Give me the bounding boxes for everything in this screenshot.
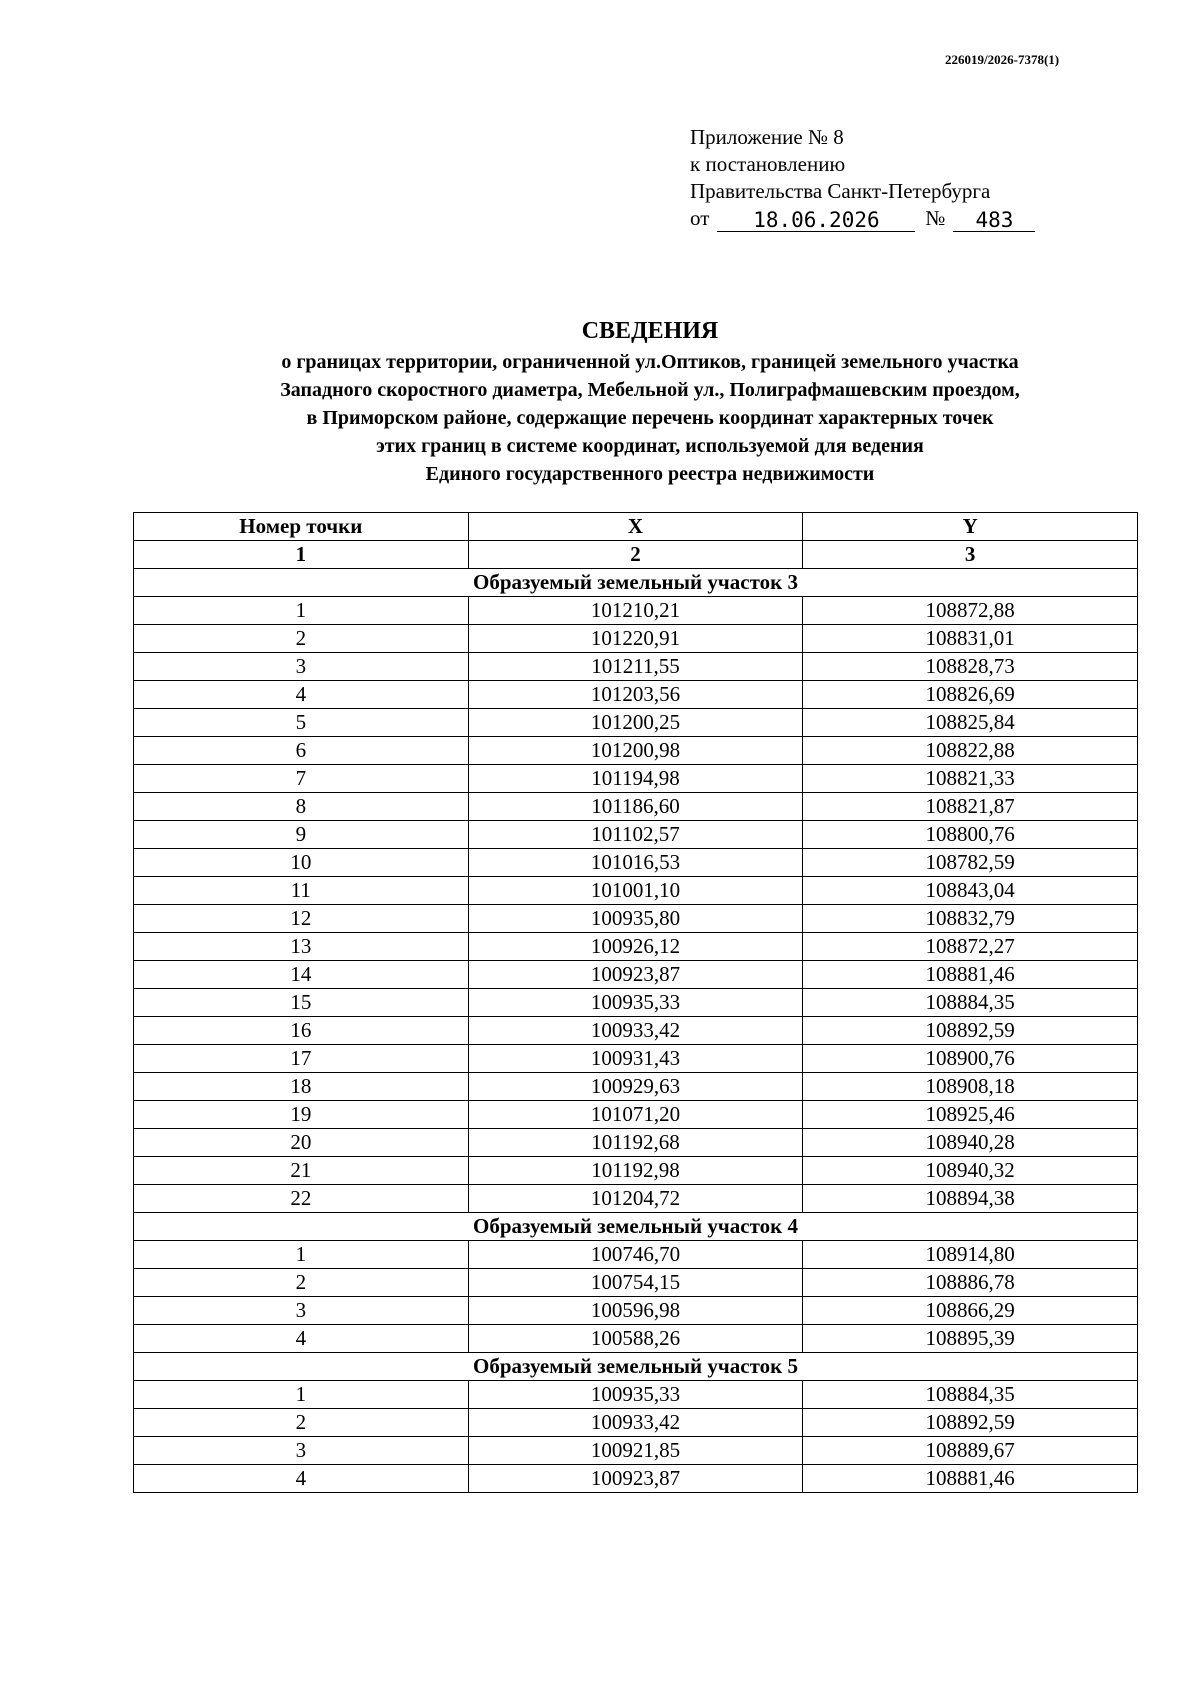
table-row: [134, 1017, 1138, 1045]
y-cell: 108843,04: [803, 877, 1138, 905]
y-cell: 108884,35: [803, 989, 1138, 1017]
x-cell: 100923,87: [468, 1465, 803, 1493]
section-header-row: [134, 569, 1138, 597]
header-y: Y: [803, 513, 1138, 541]
x-cell: 101102,57: [468, 821, 803, 849]
x-cell: 101016,53: [468, 849, 803, 877]
appendix-line-1: Приложение № 8: [690, 125, 844, 149]
table-row: [134, 1297, 1138, 1325]
x-cell: 101001,10: [468, 877, 803, 905]
title-subtitle: [0, 348, 1200, 488]
coordinates-table: [133, 512, 1138, 1493]
table-row: [134, 1269, 1138, 1297]
table-row: [134, 793, 1138, 821]
point-number-cell: 14: [134, 961, 469, 989]
point-number-cell: 18: [134, 1073, 469, 1101]
table-header-row: [134, 513, 1138, 541]
y-cell: 108908,18: [803, 1073, 1138, 1101]
point-number-cell: 3: [134, 653, 469, 681]
title-line: этих границ в системе координат, используемой для ведения: [376, 435, 924, 457]
point-number-cell: 5: [134, 709, 469, 737]
x-cell: 101192,98: [468, 1157, 803, 1185]
point-number-cell: 9: [134, 821, 469, 849]
from-label: от: [690, 206, 710, 230]
x-cell: 101220,91: [468, 625, 803, 653]
appendix-line-2: к постановлению: [690, 152, 846, 176]
x-cell: 100929,63: [468, 1073, 803, 1101]
table-row: [134, 1409, 1138, 1437]
x-cell: 100921,85: [468, 1437, 803, 1465]
x-cell: 101194,98: [468, 765, 803, 793]
y-cell: 108831,01: [803, 625, 1138, 653]
y-cell: 108866,29: [803, 1297, 1138, 1325]
table-row: [134, 1129, 1138, 1157]
table-row: [134, 1381, 1138, 1409]
y-cell: 108894,38: [803, 1185, 1138, 1213]
table-row: [134, 1185, 1138, 1213]
column-number-2: 2: [468, 541, 803, 569]
y-cell: 108892,59: [803, 1017, 1138, 1045]
table-body: [134, 569, 1138, 1493]
column-number-3: 3: [803, 541, 1138, 569]
y-cell: 108881,46: [803, 1465, 1138, 1493]
header-point-number: Номер точки: [134, 513, 469, 541]
title-line: Западного скоростного диаметра, Мебельной ул., Полиграфмашевским проездом,: [280, 379, 1020, 401]
y-cell: 108914,80: [803, 1241, 1138, 1269]
point-number-cell: 13: [134, 933, 469, 961]
section-header-row: [134, 1353, 1138, 1381]
table-row: [134, 1241, 1138, 1269]
point-number-cell: 2: [134, 1269, 469, 1297]
y-cell: 108895,39: [803, 1325, 1138, 1353]
appendix-block: [690, 124, 1035, 232]
table-row: [134, 597, 1138, 625]
y-cell: 108900,76: [803, 1045, 1138, 1073]
point-number-cell: 12: [134, 905, 469, 933]
x-cell: 100596,98: [468, 1297, 803, 1325]
column-number-row: [134, 541, 1138, 569]
section-header-row: [134, 1213, 1138, 1241]
page-title: СВЕДЕНИЯ: [581, 318, 719, 344]
point-number-cell: 3: [134, 1297, 469, 1325]
table-row: [134, 989, 1138, 1017]
table-row: [134, 1437, 1138, 1465]
y-cell: 108825,84: [803, 709, 1138, 737]
point-number-cell: 7: [134, 765, 469, 793]
table-row: [134, 933, 1138, 961]
x-cell: 101204,72: [468, 1185, 803, 1213]
table-row: [134, 1101, 1138, 1129]
table-row: [134, 961, 1138, 989]
point-number-cell: 10: [134, 849, 469, 877]
y-cell: 108925,46: [803, 1101, 1138, 1129]
point-number-cell: 22: [134, 1185, 469, 1213]
y-cell: 108892,59: [803, 1409, 1138, 1437]
x-cell: 100754,15: [468, 1269, 803, 1297]
section-title: Образуемый земельный участок 3: [134, 569, 1138, 597]
x-cell: 101071,20: [468, 1101, 803, 1129]
y-cell: 108821,87: [803, 793, 1138, 821]
table-row: [134, 1325, 1138, 1353]
y-cell: 108826,69: [803, 681, 1138, 709]
y-cell: 108940,28: [803, 1129, 1138, 1157]
column-number-1: 1: [134, 541, 469, 569]
table-row: [134, 849, 1138, 877]
y-cell: 108940,32: [803, 1157, 1138, 1185]
point-number-cell: 2: [134, 625, 469, 653]
x-cell: 101211,55: [468, 653, 803, 681]
point-number-cell: 19: [134, 1101, 469, 1129]
table-row: [134, 709, 1138, 737]
table-row: [134, 625, 1138, 653]
x-cell: 100935,33: [468, 989, 803, 1017]
x-cell: 101203,56: [468, 681, 803, 709]
y-cell: 108872,27: [803, 933, 1138, 961]
x-cell: 101200,25: [468, 709, 803, 737]
resolution-number: 483: [953, 209, 1035, 232]
point-number-cell: 6: [134, 737, 469, 765]
resolution-date: 18.06.2026: [717, 209, 915, 232]
y-cell: 108828,73: [803, 653, 1138, 681]
point-number-cell: 2: [134, 1409, 469, 1437]
table-row: [134, 653, 1138, 681]
x-cell: 101210,21: [468, 597, 803, 625]
point-number-cell: 3: [134, 1437, 469, 1465]
number-label: №: [925, 206, 946, 230]
table-row: [134, 1073, 1138, 1101]
document-id: 226019/2026-7378(1): [945, 52, 1060, 67]
title-line: о границах территории, ограниченной ул.Оптиков, границей земельного участка: [281, 351, 1019, 373]
x-cell: 101192,68: [468, 1129, 803, 1157]
x-cell: 101200,98: [468, 737, 803, 765]
table-row: [134, 765, 1138, 793]
point-number-cell: 1: [134, 1381, 469, 1409]
y-cell: 108821,33: [803, 765, 1138, 793]
point-number-cell: 21: [134, 1157, 469, 1185]
y-cell: 108872,88: [803, 597, 1138, 625]
y-cell: 108800,76: [803, 821, 1138, 849]
point-number-cell: 15: [134, 989, 469, 1017]
x-cell: 100746,70: [468, 1241, 803, 1269]
x-cell: 101186,60: [468, 793, 803, 821]
point-number-cell: 11: [134, 877, 469, 905]
appendix-date-line: [690, 205, 1035, 232]
header-x: X: [468, 513, 803, 541]
y-cell: 108884,35: [803, 1381, 1138, 1409]
x-cell: 100923,87: [468, 961, 803, 989]
y-cell: 108822,88: [803, 737, 1138, 765]
appendix-line-3: Правительства Санкт-Петербурга: [690, 179, 991, 203]
point-number-cell: 4: [134, 681, 469, 709]
y-cell: 108881,46: [803, 961, 1138, 989]
table-row: [134, 877, 1138, 905]
y-cell: 108889,67: [803, 1437, 1138, 1465]
y-cell: 108782,59: [803, 849, 1138, 877]
point-number-cell: 8: [134, 793, 469, 821]
table-row: [134, 681, 1138, 709]
point-number-cell: 4: [134, 1325, 469, 1353]
point-number-cell: 4: [134, 1465, 469, 1493]
y-cell: 108832,79: [803, 905, 1138, 933]
section-title: Образуемый земельный участок 4: [134, 1213, 1138, 1241]
x-cell: 100935,33: [468, 1381, 803, 1409]
point-number-cell: 17: [134, 1045, 469, 1073]
x-cell: 100588,26: [468, 1325, 803, 1353]
x-cell: 100926,12: [468, 933, 803, 961]
x-cell: 100933,42: [468, 1017, 803, 1045]
x-cell: 100933,42: [468, 1409, 803, 1437]
title-line: в Приморском районе, содержащие перечень координат характерных точек: [306, 407, 994, 429]
table-row: [134, 1465, 1138, 1493]
table-row: [134, 1045, 1138, 1073]
point-number-cell: 20: [134, 1129, 469, 1157]
table-row: [134, 821, 1138, 849]
table-row: [134, 905, 1138, 933]
point-number-cell: 1: [134, 1241, 469, 1269]
x-cell: 100935,80: [468, 905, 803, 933]
table-row: [134, 1157, 1138, 1185]
point-number-cell: 16: [134, 1017, 469, 1045]
y-cell: 108886,78: [803, 1269, 1138, 1297]
x-cell: 100931,43: [468, 1045, 803, 1073]
section-title: Образуемый земельный участок 5: [134, 1353, 1138, 1381]
table-row: [134, 737, 1138, 765]
point-number-cell: 1: [134, 597, 469, 625]
title-line: Единого государственного реестра недвижимости: [425, 463, 875, 485]
title-block: [0, 316, 1200, 488]
